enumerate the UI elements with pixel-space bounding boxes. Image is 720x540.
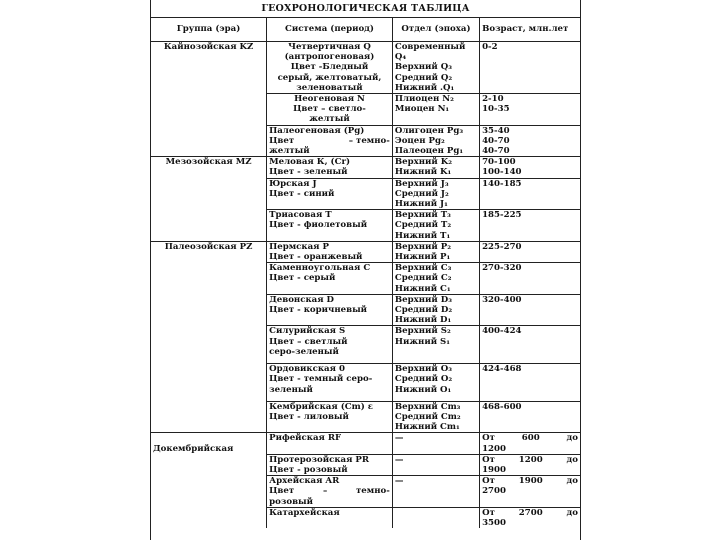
header-group: Группа (эра) xyxy=(151,17,267,42)
table-row xyxy=(151,364,580,395)
divisions-ordovician: Верхний O₃ Средний O₂ Нижний O₁ xyxy=(392,364,479,395)
age-silurian: 400-424 xyxy=(480,326,580,357)
system-carboniferous: Каменноугольная С Цвет - серый xyxy=(267,263,393,295)
table-row xyxy=(151,507,580,528)
system-jurassic: Юрская J Цвет - синий xyxy=(267,178,393,210)
divisions-devonian: Верхний D₃ Средний D₂ Нижний D₁ xyxy=(392,294,479,326)
division-archean: — xyxy=(392,476,479,508)
division-riphean: — xyxy=(392,433,479,454)
division-proterozoic: — xyxy=(392,454,479,475)
divisions-triassic: Верхний T₃ Средний T₂ Нижний T₁ xyxy=(392,210,479,242)
age-cambrian: 468-600 xyxy=(480,401,580,433)
table-title: ГЕОХРОНОЛОГИЧЕСКАЯ ТАБЛИЦА xyxy=(151,0,580,18)
ages-neogene: 2-10 10-35 xyxy=(480,94,580,126)
system-silurian: Силурийская S Цвет – светлый серо-зеленый xyxy=(267,326,393,357)
system-neogene: Неогеновая N Цвет – светло- желтый xyxy=(267,94,393,126)
age-carboniferous: 270-320 xyxy=(480,263,580,295)
divisions-quaternary: Современный Q₄ Верхний Q₃ Средний Q₂ Нижний .Q₁ xyxy=(392,42,479,94)
table-row xyxy=(151,42,580,94)
system-quaternary: Четвертичная Q (антропогеновая) Цвет -Бледный серый, желтоватый, зеленоватый xyxy=(267,42,393,94)
divisions-paleogene: Олигоцен Pg₃ Эоцен Pg₂ Палеоцен Pg₁ xyxy=(392,125,479,157)
era-paleozoic: Палеозойская PZ xyxy=(151,241,267,262)
system-archean: Архейская AR Цвет – темно- розовый xyxy=(267,476,393,508)
table-row xyxy=(151,94,580,126)
header-division: Отдел (эпоха) xyxy=(392,17,479,42)
age-triassic: 185-225 xyxy=(480,210,580,242)
geochronology-table xyxy=(151,17,580,528)
table-row xyxy=(151,157,580,178)
system-proterozoic: Протерозойская PR Цвет - розовый xyxy=(267,454,393,475)
era-cenozoic: Кайнозойская KZ xyxy=(163,42,254,52)
divisions-silurian: Верхний S₂ Нижний S₁ xyxy=(392,326,479,357)
system-permian: Пермская Р Цвет - оранжевый xyxy=(267,241,393,262)
table-row xyxy=(151,401,580,433)
ages-paleogene: 35-40 40-70 40-70 xyxy=(480,125,580,157)
age-riphean: От 600 до 1200 xyxy=(480,433,580,454)
system-devonian: Девонская D Цвет - коричневый xyxy=(267,294,393,326)
divisions-carboniferous: Верхний C₃ Средний C₂ Нижний C₁ xyxy=(392,263,479,295)
era-precambrian: Докембрийская xyxy=(151,433,267,454)
header-system: Система (период) xyxy=(267,17,393,42)
age-quaternary: 0-2 xyxy=(480,42,580,94)
table-row xyxy=(151,241,580,262)
header-age: Возраст, млн.лет xyxy=(480,17,580,42)
geochronological-table-sheet xyxy=(150,0,581,540)
system-riphean: Рифейская RF xyxy=(267,433,393,454)
age-permian: 225-270 xyxy=(480,241,580,262)
age-jurassic: 140-185 xyxy=(480,178,580,210)
table-row xyxy=(151,476,580,508)
table-row xyxy=(151,125,580,157)
age-devonian: 320-400 xyxy=(480,294,580,326)
table-row xyxy=(151,263,580,295)
table-row xyxy=(151,326,580,357)
system-paleogene: Палеогеновая (Pg) Цвет – темно- желтый xyxy=(267,125,393,157)
divisions-jurassic: Верхний J₃ Средний J₂ Нижний J₁ xyxy=(392,178,479,210)
ages-cretaceous: 70-100 100-140 xyxy=(480,157,580,178)
age-proterozoic: От 1200 до 1900 xyxy=(480,454,580,475)
table-row xyxy=(151,178,580,210)
age-archean: От 1900 до 2700 xyxy=(480,476,580,508)
system-triassic: Триасовая Т Цвет - фиолетовый xyxy=(267,210,393,242)
table-row xyxy=(151,433,580,454)
system-cretaceous: Меловая К, (Cr) Цвет - зеленый xyxy=(267,157,393,178)
age-katarchean: От 2700 до 3500 xyxy=(480,507,580,528)
table-row xyxy=(151,294,580,326)
divisions-cambrian: Верхний Cm₃ Средний Cm₂ Нижний Cm₁ xyxy=(392,401,479,433)
system-cambrian: Кембрийская (Cm) ε Цвет - лиловый xyxy=(267,401,393,433)
era-mesozoic: Мезозойская MZ xyxy=(151,157,267,178)
system-katarchean: Катархейская xyxy=(267,507,393,528)
age-ordovician: 424-468 xyxy=(480,364,580,395)
system-ordovician: Ордовикская 0 Цвет - темный серо- зеленый xyxy=(267,364,393,395)
divisions-cretaceous: Верхний K₂ Нижний K₁ xyxy=(392,157,479,178)
divisions-permian: Верхний P₂ Нижний P₁ xyxy=(392,241,479,262)
table-row xyxy=(151,210,580,242)
table-row xyxy=(151,454,580,475)
header-row xyxy=(151,17,580,42)
divisions-neogene: Плиоцен N₂ Миоцен N₁ xyxy=(392,94,479,126)
